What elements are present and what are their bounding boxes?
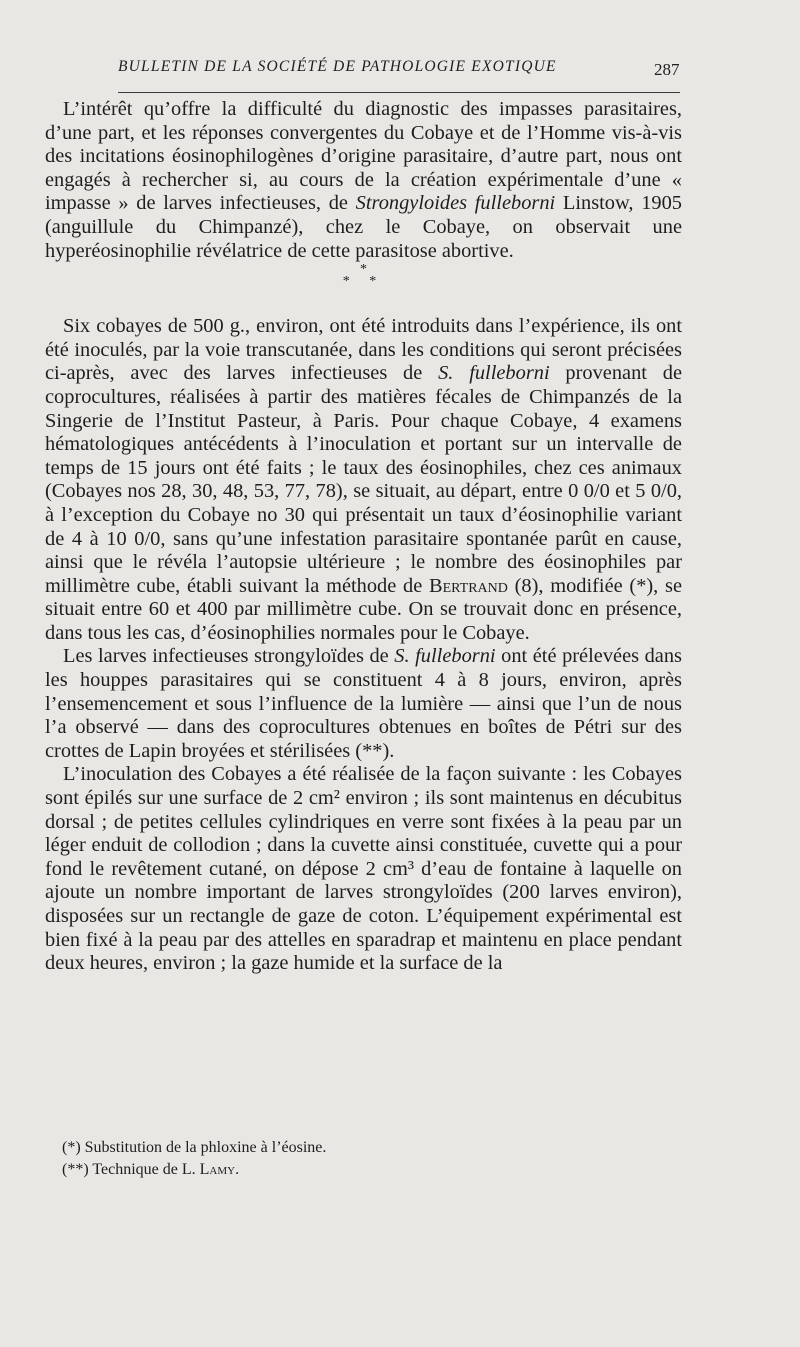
paragraph-intro-end: Linstow, 1905 (anguillule du Chimpanzé), chez le Cobaye, on observait une hyperéosinophilie révélatrice de cette parasitose abortive. xyxy=(45,192,682,262)
running-title: BULLETIN DE LA SOCIÉTÉ DE PATHOLOGIE EXOTIQUE xyxy=(118,58,557,75)
paragraph-larvae xyxy=(45,645,682,763)
footnote-2-text: (**) Technique de L. xyxy=(62,1161,200,1178)
footnote-2 xyxy=(62,1159,662,1181)
footnote-2-end: . xyxy=(235,1161,240,1178)
header-rule xyxy=(118,92,680,93)
asterism-top: * xyxy=(360,262,367,278)
paragraph-experiment-part-a: Six cobayes de 500 g., environ, ont été introduits dans l’expérience, ils ont été inoculés, par la voie transcutanée, dans les conditions qui seront précisées ci-après, avec des larves infectieuses de xyxy=(45,315,682,385)
species-name-short: S. fulleborni xyxy=(394,645,496,668)
author-name-lamy: Lamy xyxy=(199,1161,236,1178)
footnote-1: (*) Substitution de la phloxine à l’éosine. xyxy=(62,1139,327,1156)
paragraph-larvae-part-b: ont été prélevées dans les houppes parasitaires qui se constituent 4 à 8 jours, environ, après l’ensemencement et sous l’influence de la lumière — ainsi que l’un de nous l’a observé — dans des coprocultures obtenues en boîtes de Pétri sur des crottes de Lapin broyées et stérilisées (**). xyxy=(45,645,682,762)
author-name-bertrand: Bertrand xyxy=(429,574,508,597)
section-asterism xyxy=(45,263,682,315)
species-name-short: S. fulleborni xyxy=(438,362,550,385)
paragraph-inoculation: L’inoculation des Cobayes a été réalisée de la façon suivante : les Cobayes sont épilés sur une surface de 2 cm² environ ; ils sont maintenus en décubitus dorsal ; de petites cellules cylindriques en verre sont fixées à la peau par un léger enduit de collodion ; dans la cuvette ainsi constituée, cuvette qui a pour fond le revêtement cutané, on dépose 2 cm³ d’eau de fontaine à laquelle on ajoute un nombre important de larves strongyloïdes (200 larves environ), disposées sur un rectangle de gaze de coton. L’équipement expérimental est bien fixé à la peau par des attelles en sparadrap et maintenu en place pendant deux heures, environ ; la gaze humide et la surface de la xyxy=(45,763,682,975)
paragraph-intro-text: L’intérêt qu’offre la difficulté du diagnostic des impasses parasitaires, d’une part, et les réponses convergentes du Cobaye et de l’Homme vis-à-vis des incitations éosinophilogènes d’origine parasitaire, d’autre part, nous ont engagés à rechercher si, au cours de la création expérimentale d’une « impasse » de larves infectieuses, de xyxy=(45,98,682,215)
asterism-bottom: * * xyxy=(342,274,385,290)
paragraph-experiment-part-c: (8), modifiée (*), se situait entre 60 et 400 par millimètre cube. On se trouvait donc en présence, dans tous les cas, d’éosinophilies normales pour le Cobaye. xyxy=(45,574,682,644)
paragraph-experiment-part-b: provenant de coprocultures, réalisées à partir des matières fécales de Chimpanzés de la Singerie de l’Institut Pasteur, à Paris. Pour chaque Cobaye, 4 examens hématologiques antécédents à l’inoculation et portant sur un intervalle de temps de 15 jours ont été faits ; le taux des éosinophiles, chez ces animaux (Cobayes nos 28, 30, 48, 53, 77, 78), se situait, au départ, entre 0 0/0 et 5 0/0, à l’exception du Cobaye no 30 qui présentait un taux d’éosinophilie variant de 4 à 10 0/0, sans qu’une infestation parasitaire spontanée parût en cause, ainsi que le révéla l’autopsie ultérieure ; le nombre des éosinophiles par millimètre cube, établi suivant la méthode de xyxy=(45,362,682,597)
paragraph-intro xyxy=(45,98,682,263)
footnotes xyxy=(62,1137,662,1181)
body-text xyxy=(45,98,682,976)
page-number: 287 xyxy=(654,60,680,79)
paragraph-larvae-part-a: Les larves infectieuses strongyloïdes de xyxy=(63,645,395,668)
species-name: Strongyloides fulleborni xyxy=(355,192,556,215)
paragraph-experiment xyxy=(45,315,682,645)
